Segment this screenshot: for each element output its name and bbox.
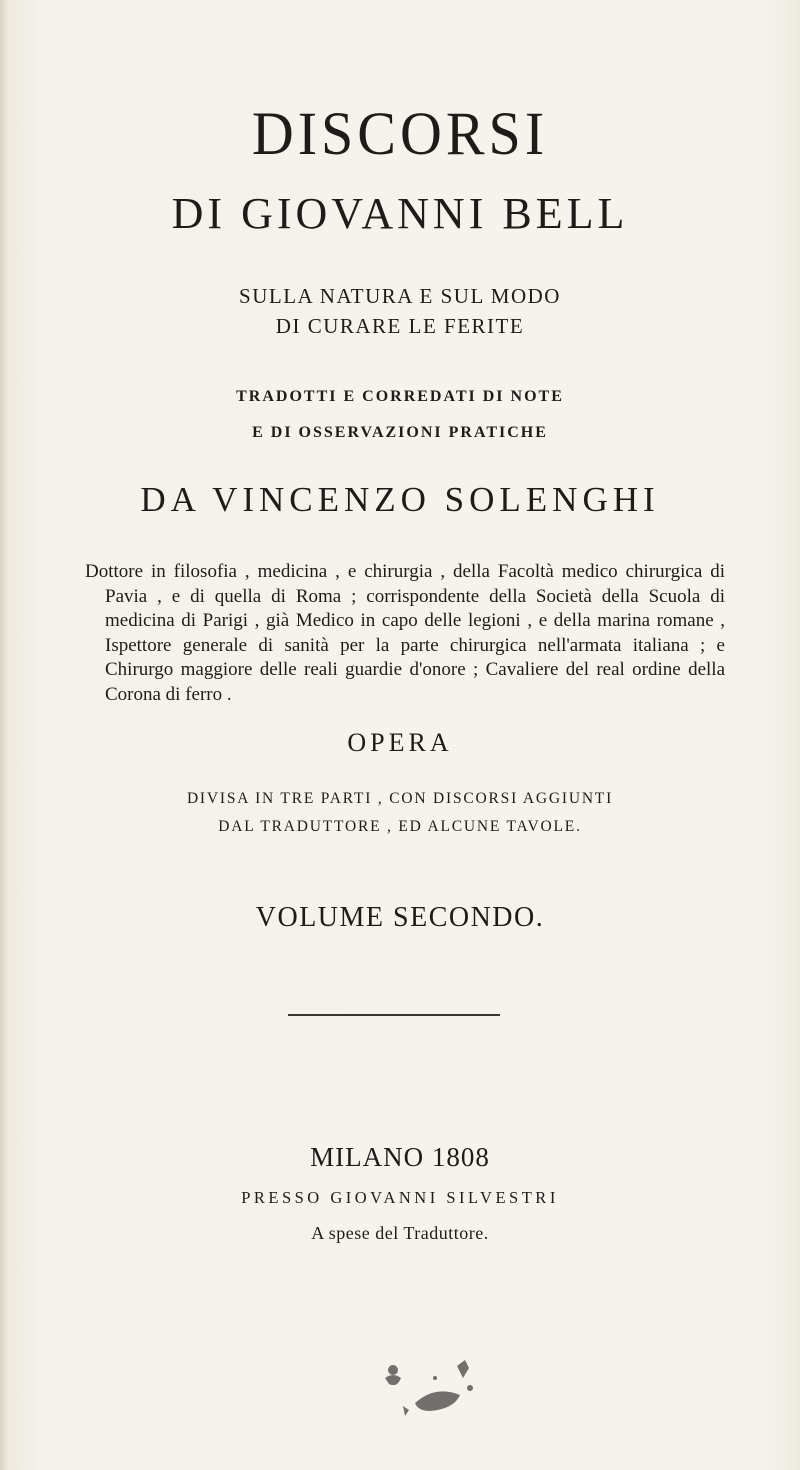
decorative-rule — [288, 1014, 500, 1016]
imprint-city-year: MILANO 1808 — [310, 1142, 490, 1172]
translator-name: DA VINCENZO SOLENGHI — [140, 480, 660, 519]
translation-line-1: TRADOTTI E CORREDATI DI NOTE — [236, 388, 564, 405]
translation-line-2: E DI OSSERVAZIONI PRATICHE — [252, 424, 548, 441]
division-line-1: DIVISA IN TRE PARTI , CON DISCORSI AGGIUNTI — [186, 790, 614, 807]
translator-credentials — [85, 560, 725, 707]
author-line: DI GIOVANNI BELL — [171, 189, 629, 238]
imprint-expense: A spese del Traduttore. — [311, 1223, 489, 1243]
imprint-publisher: PRESSO GIOVANNI SILVESTRI — [241, 1188, 559, 1207]
subtitle-line-2: DI CURARE LE FERITE — [275, 314, 525, 338]
credentials-text: Dottore in filosofia , medicina , e chirurgia , della Facoltà medico chirurgica di Pavia , e di quella di Roma ; corrispondente della Società della Scuola di medicina di Parigi , già Medico in capo delle legioni , e della marina romane , Ispettore generale di sanità per la parte chirurgica nell'armata italiana ; e Chirurgo maggiore delle reali guardie d'onore ; Cavaliere del real ordine della Corona di ferro . — [85, 561, 725, 705]
volume-label: VOLUME SECONDO. — [255, 902, 545, 933]
work-label: OPERA — [347, 728, 453, 757]
subtitle-line-1: SULLA NATURA E SUL MODO — [239, 284, 561, 308]
book-title: DISCORSI — [251, 99, 549, 168]
division-line-2: DAL TRADUTTORE , ED ALCUNE TAVOLE. — [218, 818, 582, 835]
library-stamp-icon — [375, 1348, 485, 1428]
